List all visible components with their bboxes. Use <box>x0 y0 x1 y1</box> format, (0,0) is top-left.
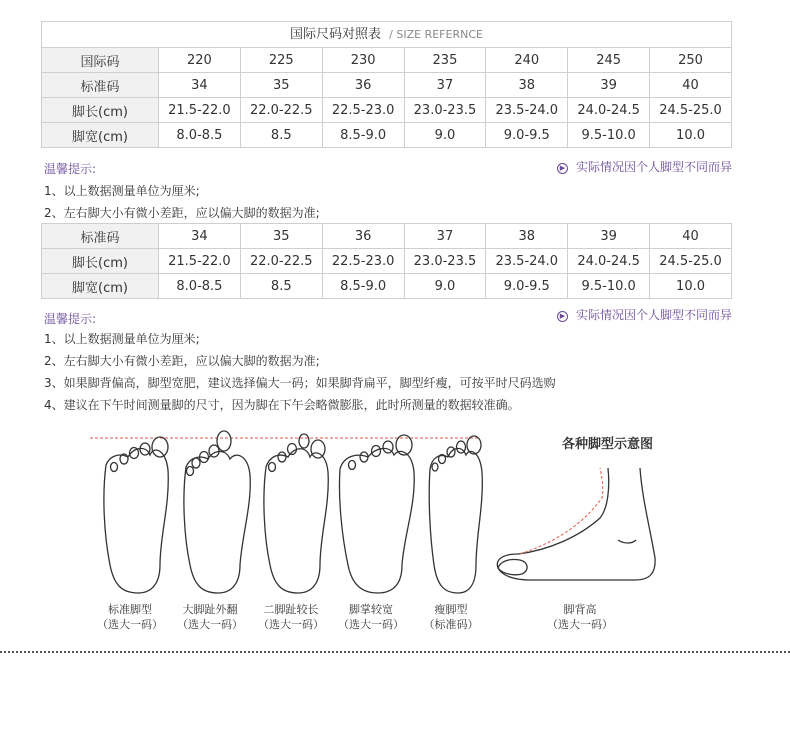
table-cell: 245 <box>568 48 650 73</box>
foot-bunion-icon <box>184 431 250 593</box>
table-cell: 21.5-22.0 <box>159 98 241 123</box>
table-row <box>42 123 732 148</box>
table-cell: 24.5-25.0 <box>650 249 732 274</box>
table-row <box>42 274 732 299</box>
table-cell: 9.0 <box>404 274 486 299</box>
row-header: 标准码 <box>42 224 159 249</box>
foot-type-advice: （标准码） <box>423 618 479 631</box>
instep-guide-line <box>520 468 603 554</box>
table-row <box>42 249 732 274</box>
table-cell: 9.0-9.5 <box>486 123 568 148</box>
title-sub: / SIZE REFERNCE <box>389 28 483 41</box>
foot-type-advice: （选大一码） <box>258 618 324 631</box>
row-header: 脚宽(cm) <box>42 123 159 148</box>
foot-type-name: 脚背高 <box>563 603 597 616</box>
note-item: 2、左右脚大小有微小差距，应以偏大脚的数据为准; <box>44 206 320 220</box>
table-cell: 39 <box>568 224 650 249</box>
foot-type-name: 大脚趾外翻 <box>182 603 238 616</box>
tip-note-text: 实际情况因个人脚型不同而异 <box>575 308 732 322</box>
table-cell: 22.0-22.5 <box>240 98 322 123</box>
table-cell: 23.5-24.0 <box>486 98 568 123</box>
table-cell: 36 <box>322 73 404 98</box>
foot-caption-long-second-toe <box>251 602 331 632</box>
title-main: 国际尺码对照表 <box>290 27 382 42</box>
table-cell: 23.5-24.0 <box>486 249 568 274</box>
high-instep-illustration <box>490 458 665 588</box>
row-header: 脚宽(cm) <box>42 274 159 299</box>
international-size-table <box>41 47 732 148</box>
table-cell: 38 <box>486 224 568 249</box>
foot-caption-bunion <box>170 602 250 632</box>
table-cell: 225 <box>240 48 322 73</box>
foot-type-name: 瘦脚型 <box>434 603 468 616</box>
table-cell: 22.5-23.0 <box>322 249 404 274</box>
table-row <box>42 48 732 73</box>
row-header: 标准码 <box>42 73 159 98</box>
foot-long-second-toe-icon <box>264 434 328 593</box>
note-item: 1、以上数据测量单位为厘米; <box>44 184 200 198</box>
notes-list-2 <box>44 328 556 416</box>
table-cell: 37 <box>404 224 486 249</box>
table-cell: 35 <box>240 73 322 98</box>
table-cell: 8.5 <box>240 274 322 299</box>
table-cell: 8.5-9.0 <box>322 123 404 148</box>
table-cell: 9.0 <box>404 123 486 148</box>
table-cell: 10.0 <box>650 274 732 299</box>
row-header: 国际码 <box>42 48 159 73</box>
table-row <box>42 73 732 98</box>
foot-caption-slim <box>411 602 491 632</box>
foot-diagram-title: 各种脚型示意图 <box>562 437 654 452</box>
foot-type-name: 二脚趾较长 <box>263 603 319 616</box>
foot-type-advice: （选大一码） <box>338 618 404 631</box>
table-cell: 37 <box>404 73 486 98</box>
table-cell: 24.5-25.0 <box>650 98 732 123</box>
foot-type-name: 标准脚型 <box>108 603 152 616</box>
table-cell: 8.0-8.5 <box>159 274 241 299</box>
tip-note-right <box>557 306 732 323</box>
table-row <box>42 224 732 249</box>
tip-label: 温馨提示: <box>44 312 97 326</box>
foot-caption-high-instep <box>540 602 620 632</box>
table-cell: 40 <box>650 73 732 98</box>
table-cell: 24.0-24.5 <box>568 98 650 123</box>
foot-type-name: 脚掌较宽 <box>349 603 393 616</box>
table-cell: 34 <box>159 224 241 249</box>
table-cell: 235 <box>404 48 486 73</box>
table-cell: 8.5-9.0 <box>322 274 404 299</box>
table-cell: 230 <box>322 48 404 73</box>
table-cell: 23.0-23.5 <box>404 98 486 123</box>
foot-type-advice: （选大一码） <box>547 618 613 631</box>
table-cell: 38 <box>486 73 568 98</box>
foot-caption-standard <box>90 602 170 632</box>
tip-note-text: 实际情况因个人脚型不同而异 <box>575 160 732 174</box>
size-chart-title <box>41 21 732 47</box>
table-cell: 9.5-10.0 <box>568 123 650 148</box>
notes-list-1 <box>44 180 320 224</box>
foot-type-advice: （选大一码） <box>97 618 163 631</box>
table-cell: 10.0 <box>650 123 732 148</box>
foot-type-advice: （选大一码） <box>177 618 243 631</box>
row-header: 脚长(cm) <box>42 249 159 274</box>
table-cell: 9.5-10.0 <box>568 274 650 299</box>
table-cell: 250 <box>650 48 732 73</box>
note-item: 1、以上数据测量单位为厘米; <box>44 332 200 346</box>
tip-note-right <box>557 158 732 175</box>
table-cell: 40 <box>650 224 732 249</box>
table-cell: 240 <box>486 48 568 73</box>
table-cell: 34 <box>159 73 241 98</box>
table-cell: 22.5-23.0 <box>322 98 404 123</box>
foot-standard-icon <box>104 437 168 593</box>
table-row <box>42 98 732 123</box>
table-cell: 24.0-24.5 <box>568 249 650 274</box>
note-item: 3、如果脚背偏高，脚型宽肥，建议选择偏大一码；如果脚背扁平，脚型纤瘦，可按平时尺码选购 <box>44 376 556 390</box>
table-cell: 39 <box>568 73 650 98</box>
dotted-divider <box>0 651 790 653</box>
note-item: 4、建议在下午时间测量脚的尺寸，因为脚在下午会略微膨胀，此时所测量的数据较准确。 <box>44 398 520 412</box>
foot-caption-wide <box>331 602 411 632</box>
foot-wide-icon <box>339 435 414 593</box>
arrow-right-icon: ▶ <box>557 311 568 322</box>
table-cell: 9.0-9.5 <box>486 274 568 299</box>
table-cell: 21.5-22.0 <box>159 249 241 274</box>
table-cell: 23.0-23.5 <box>404 249 486 274</box>
note-item: 2、左右脚大小有微小差距，应以偏大脚的数据为准; <box>44 354 320 368</box>
table-cell: 35 <box>240 224 322 249</box>
standard-size-table <box>41 223 732 299</box>
row-header: 脚长(cm) <box>42 98 159 123</box>
table-cell: 8.0-8.5 <box>159 123 241 148</box>
arrow-right-icon: ▶ <box>557 163 568 174</box>
table-cell: 220 <box>159 48 241 73</box>
foot-slim-icon <box>429 436 482 593</box>
tip-label: 温馨提示: <box>44 162 97 176</box>
table-cell: 8.5 <box>240 123 322 148</box>
table-cell: 36 <box>322 224 404 249</box>
table-cell: 22.0-22.5 <box>240 249 322 274</box>
